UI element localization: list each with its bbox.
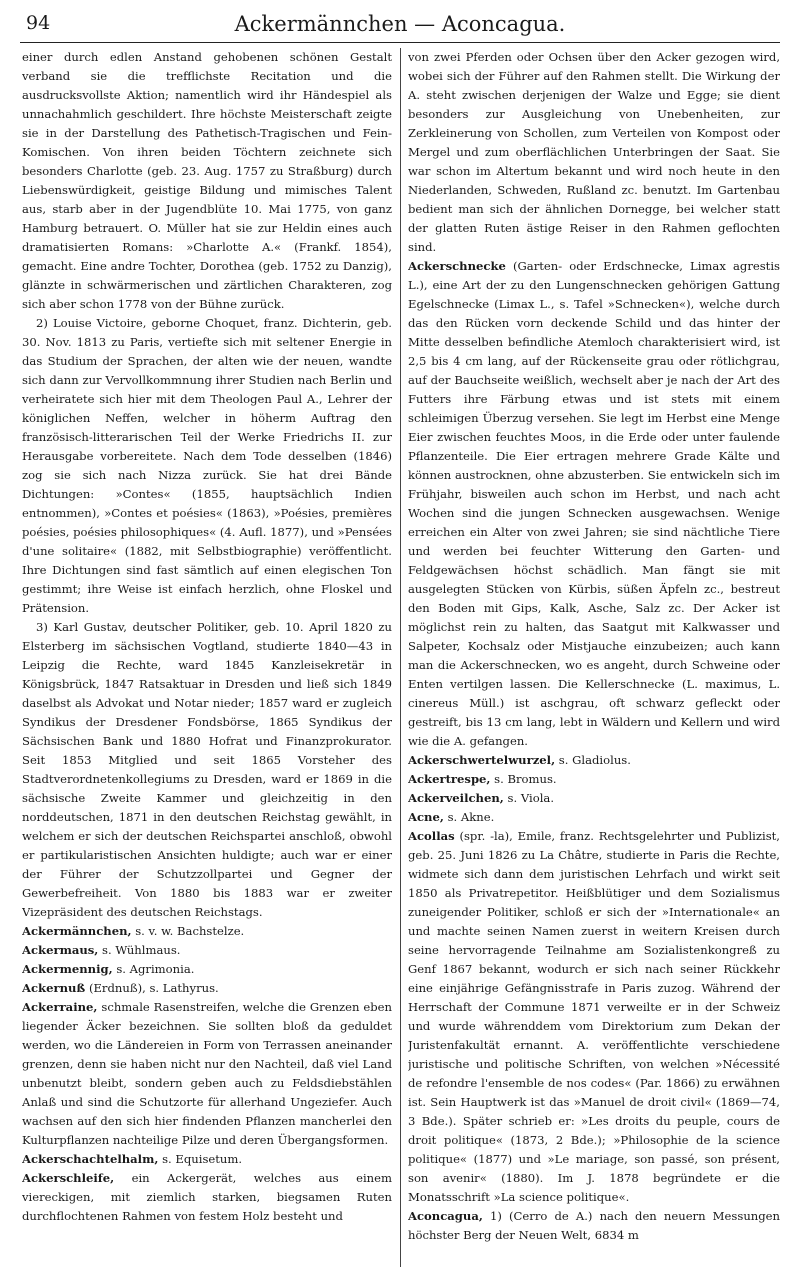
dictionary-entry <box>22 979 392 998</box>
dictionary-entry <box>408 789 780 808</box>
entry-text: (spr. -la), Emile, franz. Rechtsgelehrter und Publizist, geb. 25. Juni 1826 zu La Châtre, studierte in Paris die Rechte, widmete sich dann dem juristischen Lehrfach und wirkt seit 1850 als Privatrepetitor. Heißblütiger und dem Sozialismus zuneigender Politiker, schloß er sich der »Internationale« an und machte seinen Namen zuerst in weitern Kreisen durch seine hervorragende Teilnahme am Sozialistenkongreß zu Genf 1867 bekannt, wodurch er sich nach seiner Rückkehr eine einjährige Gefängnisstrafe in Paris zuzog. Während der Herrschaft der Commune 1871 verweilte er in der Schweiz und wurde währenddem vom Direktorium zum Dekan der Juristenfakultät ernannt. A. veröffentlichte verschiedene juristische und politische Schriften, von welchen »Nécessité de refondre l'ensemble de nos codes« (Par. 1866) zu erwähnen ist. Sein Hauptwerk ist das »Manuel de droit civil« (1869—74, 3 Bde.). Später schrieb er: »Les droits du peuple, cours de droit politique« (1873, 2 Bde.); »Philosophie de la science politique« (1877) und »Le mariage, son passé, son présent, son avenir« (1880). Im J. 1878 begründete er die Monatsschrift »La science politique«. <box>408 829 780 1204</box>
dictionary-entry <box>408 827 780 1207</box>
entry-text: 1) (Cerro de A.) nach den neuern Messungen höchster Berg der Neuen Welt, 6834 m <box>408 1209 780 1242</box>
entry-headword: Ackerschwertelwurzel, <box>408 753 556 767</box>
entry-text: s. Wühlmaus. <box>102 943 181 957</box>
entry-text: (Erdnuß), s. Lathyrus. <box>88 981 219 995</box>
entry-text: s. Equisetum. <box>162 1152 243 1166</box>
page-number: 94 <box>26 12 51 34</box>
dictionary-entry <box>22 941 392 960</box>
paragraph <box>408 48 780 257</box>
dictionary-entry <box>408 1207 780 1245</box>
dictionary-entry <box>408 808 780 827</box>
entry-headword: Ackerschnecke <box>408 259 506 273</box>
dictionary-entry <box>408 751 780 770</box>
left-column <box>22 48 392 1267</box>
running-head: Ackermännchen — Aconcagua. <box>234 12 566 36</box>
entry-text: einer durch edlen Anstand gehobenen schönen Gestalt verband sie die trefflichste Recitation und die ausdrucksvollste Aktion; namentlich wird ihr Händespiel als unnachahmlich geschildert. Ihre höchste Meisterschaft zeigte sie in der Darstellung des Pathetisch-Tragischen und Fein-Komischen. Von ihren beiden Töchtern zeichnete sich besonders Charlotte (geb. 23. Aug. 1757 zu Straßburg) durch Liebenswürdigkeit, geistige Bildung und mimisches Talent aus, starb aber in der Jugendblüte 10. Mai 1775, von ganz Hamburg betrauert. O. Müller hat sie zur Heldin eines auch dramatisierten Romans: »Charlotte A.« (Frankf. 1854), gemacht. Eine andre Tochter, Dorothea (geb. 1752 zu Danzig), glänzte in schwärmerischen und zärtlichen Charakteren, zog sich aber schon 1778 von der Bühne zurück. <box>22 50 392 311</box>
entry-headword: Aconcagua, <box>408 1209 483 1223</box>
entry-text: 3) Karl Gustav, deutscher Politiker, geb. 10. April 1820 zu Elsterberg im sächsischen Vogtland, studierte 1840—43 in Leipzig die Rechte, ward 1845 Kanzleisekretär in Königsbrück, 1847 Ratsaktuar in Dresden und ließ sich 1849 daselbst als Advokat und Notar nieder; 1857 ward er zugleich Syndikus der Dresdener Fondsbörse, 1865 Syndikus der Sächsischen Bank und 1880 Hofrat und Finanzprokurator. Seit 1853 Mitglied und seit 1865 Vorsteher des Stadtverordnetenkollegiums zu Dresden, ward er 1869 in die sächsische Zweite Kammer und gleichzeitig in den norddeutschen, 1871 in den deutschen Reichstag gewählt, in welchem er sich der deutschen Reichspartei anschloß, obwohl er partikularistischen Ansichten huldigte; auch war er einer der Führer der Schutzzollpartei und Gegner der Gewerbefreiheit. Von 1880 bis 1883 war er zweiter Vizepräsident des deutschen Reichstags. <box>22 620 392 919</box>
entry-text: von zwei Pferden oder Ochsen über den Acker gezogen wird, wobei sich der Führer auf den Rahmen stellt. Die Wirkung der A. steht zwischen derjenigen der Walze und Egge; sie dient besonders zur Ausgleichung von Unebenheiten, zur Zerkleinerung von Schollen, zum Verteilen von Kompost oder Mergel und zum oberflächlichen Unterbringen der Saat. Sie war schon im Altertum bekannt und wird noch heute in den Niederlanden, Schweden, Rußland zc. benutzt. Im Gartenbau bedient man sich der ähnlichen Dornegge, bei welcher statt der glatten Ruten ästige Reiser in den Rahmen geflochten sind. <box>408 50 780 254</box>
dictionary-entry <box>22 1150 392 1169</box>
entry-headword: Acollas <box>408 829 455 843</box>
entry-headword: Ackerschleife, <box>22 1171 115 1185</box>
right-column <box>408 48 780 1267</box>
entry-headword: Ackermaus, <box>22 943 99 957</box>
dictionary-entry <box>22 922 392 941</box>
entry-text: s. v. w. Bachstelze. <box>135 924 245 938</box>
entry-text: s. Gladiolus. <box>558 753 631 767</box>
dictionary-entry <box>22 1169 392 1226</box>
entry-text: s. Agrimonia. <box>116 962 195 976</box>
paragraph <box>22 48 392 314</box>
entry-text: s. Bromus. <box>494 772 557 786</box>
paragraph <box>22 618 392 922</box>
dictionary-entry <box>408 770 780 789</box>
entry-text: (Garten- oder Erdschnecke, Limax agrestis L.), eine Art der zu den Lungenschnecken gehörigen Gattung Egelschnecke (Limax L., s. Tafel »Schnecken«), welche durch das den Rücken vorn deckende Schild und das hinter der Mitte desselben befindliche Atemloch charakterisiert wird, ist 2,5 bis 4 cm lang, auf der Rückenseite grau oder rötlichgrau, auf der Bauchseite weißlich, wechselt aber je nach der Art des Futters ihre Färbung etwas und ist stets mit einem schleimigen Überzug versehen. Sie legt im Herbst eine Menge Eier zwischen feuchtes Moos, in die Erde oder unter faulende Pflanzenteile. Die Eier ertragen mehrere Grade Kälte und können austrocknen, ohne abzusterben. Sie entwickeln sich im Frühjahr, bisweilen auch schon im Herbst, und nach acht Wochen sind die jungen Schnecken ausgewachsen. Wenige erreichen ein Alter von zwei Jahren; sie sind nächtliche Tiere und werden bei feuchter Witterung den Garten- und Feldgewächsen höchst schädlich. Man fängt sie mit ausgelegten Stücken von Kürbis, süßen Äpfeln zc., bestreut den Boden mit Gips, Kalk, Asche, Salz zc. Der Acker ist möglichst rein zu halten, das Saatgut mit Kalkwasser und Salpeter, Kochsalz oder Mistjauche einzubeizen; auch kann man die Ackerschnecken, wo es angeht, durch Schweine oder Enten vertilgen lassen. Die Kellerschnecke (L. maximus, L. cinereus Müll.) ist aschgrau, oft schwarz gefleckt oder gestreift, bis 13 cm lang, lebt in Wäldern und Kellern und wird wie die A. gefangen. <box>408 259 780 748</box>
entry-text: schmale Rasenstreifen, welche die Grenzen eben liegender Äcker bezeichnen. Sie sollten bloß da geduldet werden, wo die Ländereien in Form von Terrassen aneinander grenzen, denn sie haben nicht nur den Nachteil, daß viel Land unbenutzt bleibt, sondern geben auch zu Feldsdiebstählen Anlaß und sind die Schutzorte für allerhand Ungeziefer. Auch wachsen auf den sich hier findenden Pflanzen mancherlei den Kulturpflanzen nachteilige Pilze und deren Übergangsformen. <box>22 1000 392 1147</box>
entry-headword: Ackerveilchen, <box>408 791 504 805</box>
dictionary-entry <box>22 998 392 1150</box>
dictionary-entry <box>22 960 392 979</box>
entry-headword: Ackerschachtelhalm, <box>22 1152 159 1166</box>
entry-headword: Acne, <box>408 810 444 824</box>
entry-headword: Ackertrespe, <box>408 772 491 786</box>
entry-headword: Ackermennig, <box>22 962 113 976</box>
entry-text: ein Ackergerät, welches aus einem viereckigen, mit ziemlich starken, biegsamen Ruten durchflochtenen Rahmen von festem Holz besteht und <box>22 1171 392 1223</box>
paragraph <box>22 314 392 618</box>
page-header <box>20 12 780 43</box>
entry-text: s. Akne. <box>447 810 495 824</box>
entry-text: s. Viola. <box>507 791 554 805</box>
entry-text: 2) Louise Victoire, geborne Choquet, franz. Dichterin, geb. 30. Nov. 1813 zu Paris, vertiefte sich mit seltener Energie in das Studium der Sprachen, der alten wie der neuen, wandte sich dann zur Vervollkommnung ihrer Studien nach Berlin und verheiratete sich hier mit dem Theologen Paul A., Lehrer der königlichen Neffen, welcher in höherm Auftrag den französisch-litterarischen Teil der Werke Friedrichs II. zur Herausgabe vorbereitete. Nach dem Tode desselben (1846) zog sie sich nach Nizza zurück. Sie hat drei Bände Dichtungen: »Contes« (1855, hauptsächlich Indien entnommen), »Contes et poésies« (1863), »Poésies, premières poésies, poésies philosophiques« (4. Aufl. 1877), und »Pensées d'une solitaire« (1882, mit Selbstbiographie) veröffentlicht. Ihre Dichtungen sind fast sämtlich auf einen elegischen Ton gestimmt; ihre Weise ist einfach herzlich, ohne Floskel und Prätension. <box>22 316 392 615</box>
entry-headword: Ackerraine, <box>22 1000 98 1014</box>
dictionary-entry <box>408 257 780 751</box>
column-divider <box>400 48 401 1267</box>
entry-headword: Ackermännchen, <box>22 924 132 938</box>
entry-headword: Ackernuß <box>22 981 86 995</box>
